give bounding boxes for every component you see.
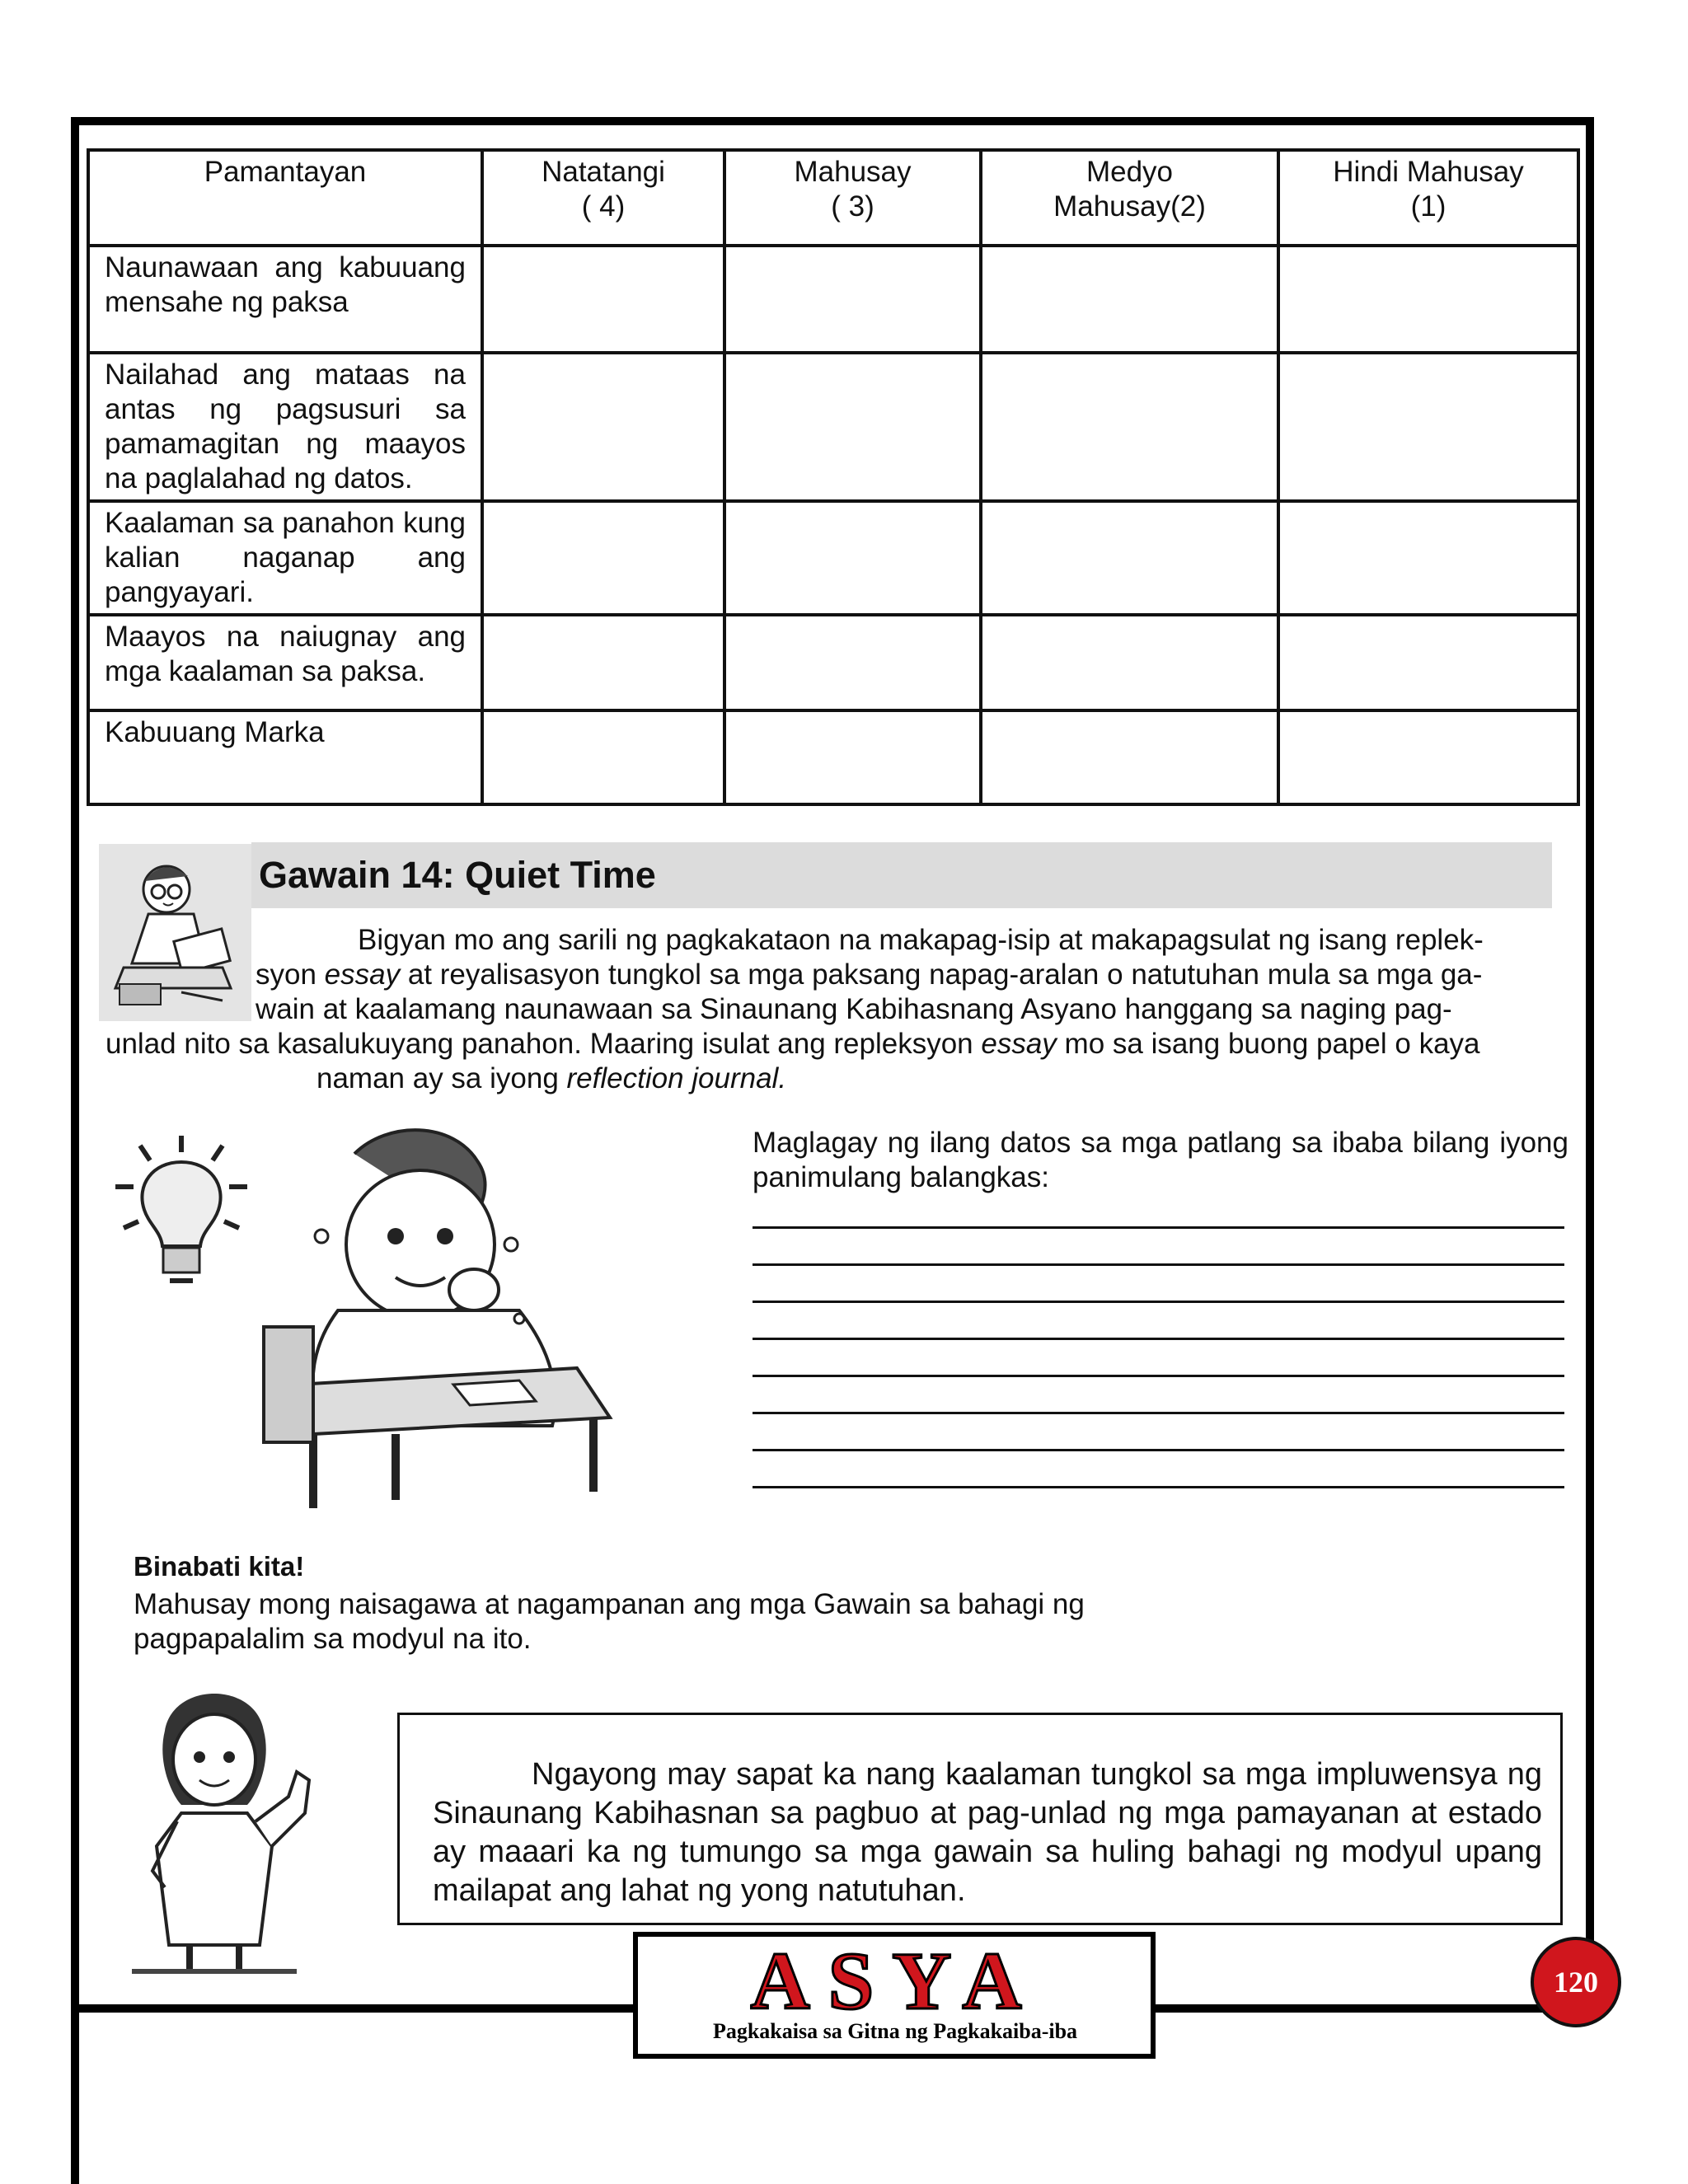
score-cell[interactable] bbox=[482, 353, 724, 501]
score-cell[interactable] bbox=[1278, 710, 1578, 804]
answer-line[interactable] bbox=[753, 1229, 1564, 1266]
logo-word: ASYA bbox=[750, 1935, 1040, 2027]
score-cell[interactable] bbox=[981, 501, 1278, 615]
score-cell[interactable] bbox=[981, 246, 1278, 353]
rubric-header-4: Natatangi ( 4) bbox=[482, 150, 724, 246]
score-cell[interactable] bbox=[482, 615, 724, 710]
instructions-line-2: syon essay at reyalisasyon tungkol sa mga paksang napag-aralan o natutuhan mula sa mga ga- bbox=[256, 958, 1483, 991]
table-row bbox=[88, 615, 1578, 710]
answer-line[interactable] bbox=[753, 1303, 1564, 1340]
thinking-boy-illustration bbox=[247, 1121, 742, 1516]
page-frame-right bbox=[1586, 117, 1594, 2016]
student-reading-illustration bbox=[99, 844, 251, 1021]
answer-line[interactable] bbox=[753, 1414, 1564, 1451]
score-cell[interactable] bbox=[482, 246, 724, 353]
score-cell[interactable] bbox=[981, 353, 1278, 501]
student-reading-icon bbox=[99, 844, 251, 1021]
logo-subtitle: Pagkakaisa sa Gitna ng Pagkakaiba-iba bbox=[712, 2019, 1078, 2043]
rubric-table bbox=[87, 148, 1580, 806]
rubric-criterion: Kaalaman sa panahon kung kalian naganap ang pangyayari. bbox=[88, 501, 482, 615]
rubric-header-criteria: Pamantayan bbox=[88, 150, 482, 246]
table-row bbox=[88, 710, 1578, 804]
answer-line[interactable] bbox=[753, 1340, 1564, 1377]
score-cell[interactable] bbox=[1278, 615, 1578, 710]
congrats-text: Mahusay mong naisagawa at nagampanan ang mga Gawain sa bahagi ng pagpapalalim sa modyul na ito. bbox=[134, 1588, 1085, 1655]
score-cell[interactable] bbox=[1278, 501, 1578, 615]
score-cell[interactable] bbox=[1278, 246, 1578, 353]
instructions-line-5: naman ay sa iyong reflection journal. bbox=[316, 1062, 787, 1094]
score-cell[interactable] bbox=[482, 710, 724, 804]
score-cell[interactable] bbox=[482, 501, 724, 615]
congrats-heading: Binabati kita! bbox=[134, 1551, 305, 1582]
rubric-criterion: Naunawaan ang kabuuang mensahe ng paksa bbox=[88, 246, 482, 353]
score-cell[interactable] bbox=[724, 501, 981, 615]
score-cell[interactable] bbox=[981, 710, 1278, 804]
score-cell[interactable] bbox=[981, 615, 1278, 710]
answer-line[interactable] bbox=[753, 1377, 1564, 1414]
outline-prompt: Maglagay ng ilang datos sa mga patlang sa ibaba bilang iyong panimulang balangkas: bbox=[753, 1127, 1568, 1193]
light-bulb-icon bbox=[107, 1129, 256, 1294]
table-row bbox=[88, 246, 1578, 353]
closing-message: Ngayong may sapat ka nang kaalaman tungkol sa mga impluwensya ng Sinaunang Kabihasnan sa pagbuo at pag-unlad ng mga pamayanan at estado ay maaari ka ng tumungo sa mga gawain sa huling bahagi ng modyul upang mailapat ang lahat ng yong natutuhan. bbox=[433, 1757, 1542, 1908]
score-cell[interactable] bbox=[1278, 353, 1578, 501]
instructions-line-4: unlad nito sa kasalukuyang panahon. Maaring isulat ang repleksyon essay mo sa isang buong papel o kaya bbox=[106, 1028, 1480, 1060]
table-row bbox=[88, 353, 1578, 501]
score-cell[interactable] bbox=[724, 246, 981, 353]
page-number-badge: 120 bbox=[1531, 1937, 1621, 2027]
score-cell[interactable] bbox=[724, 615, 981, 710]
rubric-total-label: Kabuuang Marka bbox=[88, 710, 482, 804]
instructions-line-3: wain at kaalamang naunawaan sa Sinaunang Kabihasnang Asyano hanggang sa naging pag- bbox=[256, 993, 1452, 1025]
rubric-header-2: Medyo Mahusay(2) bbox=[981, 150, 1278, 246]
answer-line[interactable] bbox=[753, 1192, 1564, 1229]
answer-line[interactable] bbox=[753, 1266, 1564, 1303]
girl-thumbs-up-illustration bbox=[132, 1681, 346, 1978]
rubric-header-3: Mahusay ( 3) bbox=[724, 150, 981, 246]
instructions-line-1: Bigyan mo ang sarili ng pagkakataon na makapag-isip at makapagsulat ng isang replek- bbox=[358, 924, 1484, 956]
table-row bbox=[88, 501, 1578, 615]
score-cell[interactable] bbox=[724, 710, 981, 804]
page-frame-left bbox=[71, 117, 79, 2184]
score-cell[interactable] bbox=[724, 353, 981, 501]
page-frame-top bbox=[71, 117, 1594, 125]
outline-lines bbox=[753, 1192, 1564, 1488]
rubric-criterion: Maayos na naiugnay ang mga kaalaman sa paksa. bbox=[88, 615, 482, 710]
rubric-criterion: Nailahad ang mataas na antas ng pagsusuri sa pamamagitan ng maayos na paglalahad ng datos. bbox=[88, 353, 482, 501]
rubric-header-1: Hindi Mahusay (1) bbox=[1278, 150, 1578, 246]
answer-line[interactable] bbox=[753, 1451, 1564, 1488]
rubric-header-row bbox=[88, 150, 1578, 246]
activity-title: Gawain 14: Quiet Time bbox=[259, 854, 656, 896]
